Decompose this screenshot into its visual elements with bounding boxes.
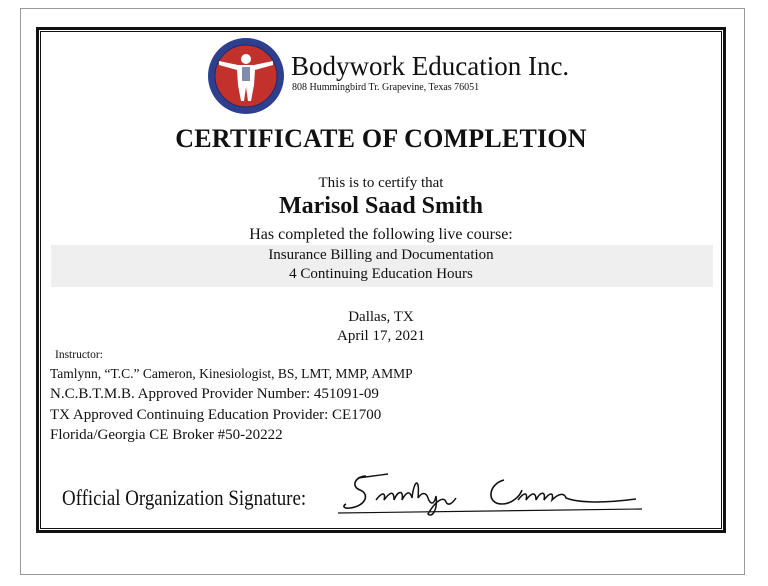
certificate-title: CERTIFICATE OF COMPLETION: [175, 124, 587, 153]
instructor-name: Tamlynn, “T.C.” Cameron, Kinesiologist, BS, LMT, MMP, AMMP: [50, 366, 413, 381]
course-location: Dallas, TX: [348, 309, 414, 325]
course-hours: 4 Continuing Education Hours: [289, 266, 473, 282]
course-date: April 17, 2021: [337, 328, 425, 344]
ce-broker-number: Florida/Georgia CE Broker #50-20222: [50, 427, 283, 443]
organization-name: Bodywork Education Inc.: [291, 51, 570, 81]
ncbtmb-provider-number: N.C.B.T.M.B. Approved Provider Number: 451091-09: [50, 386, 379, 402]
certify-text: This is to certify that: [318, 175, 444, 191]
instructor-label: Instructor:: [55, 349, 103, 361]
course-name: Insurance Billing and Documentation: [268, 247, 494, 263]
tx-provider-number: TX Approved Continuing Education Provider: CE1700: [50, 407, 382, 423]
signature-label: Official Organization Signature:: [62, 485, 307, 510]
completed-text: Has completed the following live course:: [249, 226, 513, 243]
organization-address: 808 Hummingbird Tr. Grapevine, Texas 76051: [292, 82, 480, 93]
handwritten-signature: [336, 466, 646, 520]
recipient-name: Marisol Saad Smith: [278, 193, 484, 219]
organization-logo: [207, 37, 285, 115]
